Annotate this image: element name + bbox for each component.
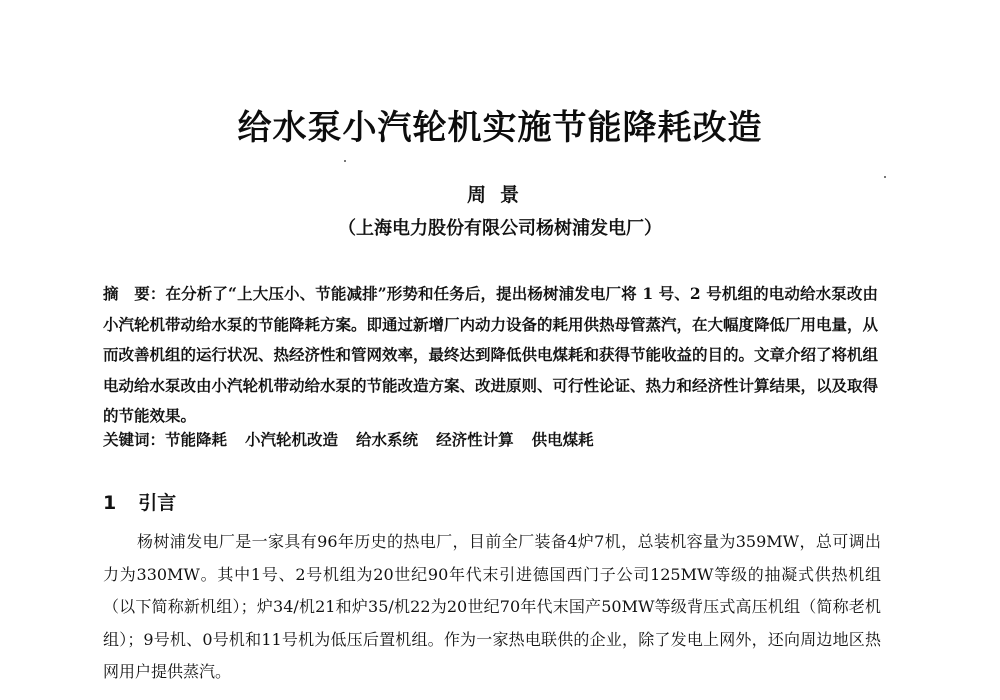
keyword-item: 给水系统 <box>356 430 419 449</box>
body-paragraph: 杨树浦发电厂是一家具有96年历史的热电厂，目前全厂装备4炉7机，总装机容量为359MW，总可调出力为330MW。其中1号、2号机组为20世纪90年代末引进德国西门子公司125MW等级的抽凝式供热机组（以下简称新机组）；炉34/机21和炉35/机22为20世纪70年代末国产50MW等级背压式高压机组（简称老机组）；9号机、0号机和11号机为低压后置机组。作为一家热电联供的企业，除了发电上网外，还向周边地区热网用户提供蒸汽。 <box>103 532 881 681</box>
section-number: 1 <box>103 492 117 514</box>
keyword-item: 供电煤耗 <box>531 430 594 449</box>
author-affiliation: （上海电力股份有限公司杨树浦发电厂） <box>338 218 662 239</box>
keyword-item: 经济性计算 <box>436 430 514 449</box>
keywords <box>103 428 883 452</box>
keywords-label: 关键词： <box>103 431 166 449</box>
abstract-label: 摘 要： <box>103 285 166 303</box>
abstract-text: 在分析了“上大压小、节能减排”形势和任务后，提出杨树浦发电厂将 1 号、2 号机组的电动给水泵改由小汽轮机带动给水泵的节能降耗方案。即通过新增厂内动力设备的耗用供热母管蒸汽，在大幅度降低厂用电量，从而改善机组的运行状况、热经济性和管网效率，最终达到降低供电煤耗和获得节能收益的目的。文章介绍了将机组电动给水泵改由小汽轮机带动给水泵的节能改造方案、改进原则、可行性论证、热力和经济性计算结果，以及取得的节能效果。 <box>103 284 879 425</box>
keyword-item: 节能降耗 <box>165 430 228 449</box>
section-title: 引言 <box>138 492 177 514</box>
paper-title: 给水泵小汽轮机实施节能降耗改造 <box>237 108 763 148</box>
scan-speck <box>884 176 886 178</box>
author-name: 周景 <box>466 184 533 206</box>
section-heading <box>103 488 176 515</box>
keyword-item: 小汽轮机改造 <box>245 430 339 449</box>
abstract <box>103 279 878 432</box>
scan-speck <box>344 160 346 162</box>
